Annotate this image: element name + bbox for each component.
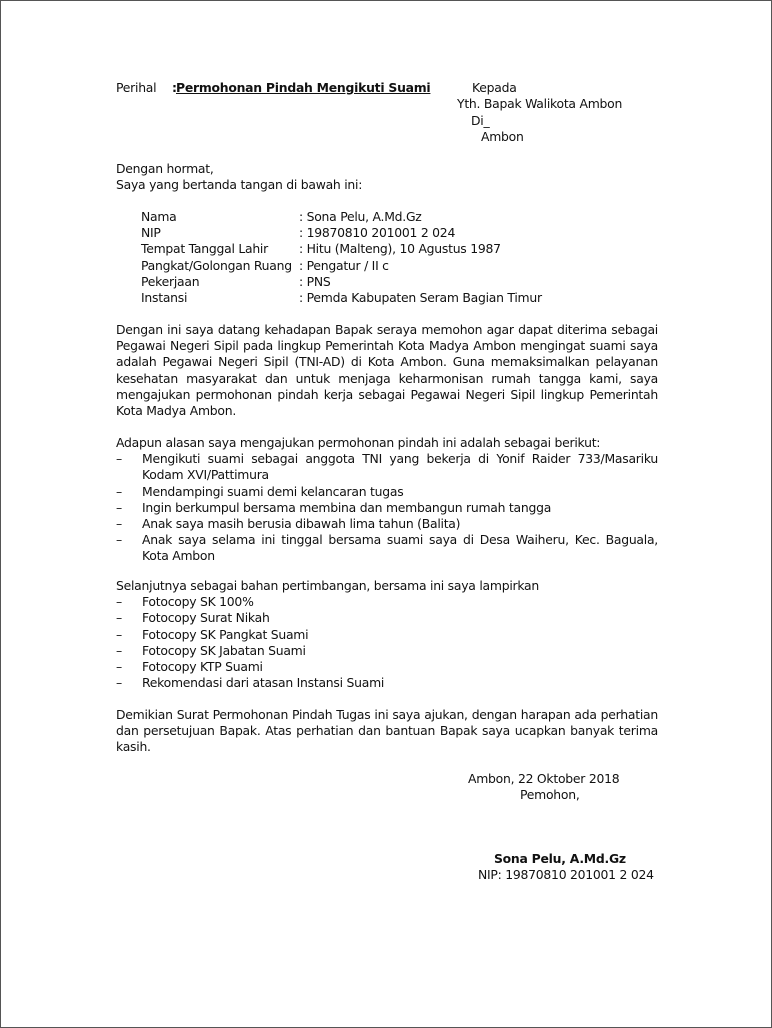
list-item [116, 516, 658, 532]
reasons-section [116, 435, 658, 565]
subject-label: Perihal [116, 80, 157, 95]
list-item [116, 627, 658, 643]
dash-bullet: – [116, 499, 122, 515]
list-item-text: Fotocopy KTP Suami [142, 659, 263, 675]
identity-value: : Hitu (Malteng), 10 Agustus 1987 [299, 241, 501, 257]
attachments-intro: Selanjutnya sebagai bahan pertimbangan, bersama ini saya lampirkan [116, 578, 540, 593]
dash-bullet: – [116, 483, 122, 499]
attachments-section [116, 578, 658, 691]
identity-label: NIP [141, 225, 161, 241]
list-item-text: Fotocopy SK Pangkat Suami [142, 626, 309, 642]
recipient-line-3: Di_ [471, 113, 490, 128]
list-item [116, 675, 658, 691]
list-item-text: Fotocopy SK 100% [142, 594, 254, 610]
list-item-text: Mendampingi suami demi kelancaran tugas [142, 483, 404, 499]
dash-bullet: – [116, 594, 122, 610]
dash-bullet: – [116, 532, 122, 548]
letter [116, 80, 658, 882]
list-item-text: Ingin berkumpul bersama membina dan membangun rumah tangga [142, 499, 552, 515]
closing-paragraph: Demikian Surat Permohonan Pindah Tugas ini saya ajukan, dengan harapan ada perhatian dan persetujuan Bapak. Atas perhatian dan bantuan Bapak saya ucapkan banyak terima kasih. [116, 707, 658, 755]
reasons-intro: Adapun alasan saya mengajukan permohonan pindah ini adalah sebagai berikut: [116, 435, 601, 450]
signature-nip: NIP: 19870810 201001 2 024 [478, 867, 654, 882]
list-item-text: Fotocopy SK Jabatan Suami [142, 642, 306, 658]
list-item [116, 451, 658, 483]
greeting-line-2: Saya yang bertanda tangan di bawah ini: [116, 177, 363, 193]
list-item-text: Fotocopy Surat Nikah [142, 610, 270, 626]
identity-label: Instansi [141, 289, 188, 305]
list-item-text: Anak saya masih berusia dibawah lima tahun (Balita) [142, 516, 461, 532]
identity-label: Tempat Tanggal Lahir [141, 241, 268, 257]
dash-bullet: – [116, 626, 122, 642]
recipient-line-2: Yth. Bapak Walikota Ambon [457, 96, 623, 111]
body-paragraph-1: Dengan ini saya datang kehadapan Bapak seraya memohon agar dapat diterima sebagai Pegawai Negeri Sipil pada lingkup Pemerintah Kota Madya Ambon mengingat suami saya adalah Pegawai Negeri Sipil (TNI-AD) di Kota Ambon. Guna memaksimalkan pelayanan kesehatan masyarakat dan untuk menjaga keharmonisan rumah tangga kami, saya mengajukan permohonan pindah kerja sebagai Pegawai Negeri Sipil lingkup Pemerintah Kota Madya Ambon. [116, 322, 658, 419]
identity-value: : Pengatur / II c [299, 257, 389, 273]
list-item [116, 659, 658, 675]
subject-value: Permohonan Pindah Mengikuti Suami [176, 80, 431, 95]
list-item [116, 484, 658, 500]
dash-bullet: – [116, 659, 122, 675]
list-item-text: Anak saya selama ini tinggal bersama suami saya di Desa Waiheru, Kec. Baguala, Kota Ambon [142, 532, 658, 564]
greeting-line-1: Dengan hormat, [116, 161, 214, 176]
dash-bullet: – [116, 451, 122, 467]
subject-line [116, 80, 658, 96]
signature-role: Pemohon, [520, 787, 580, 802]
dash-bullet: – [116, 675, 122, 691]
list-item [116, 594, 658, 610]
list-item [116, 532, 658, 564]
list-item [116, 643, 658, 659]
list-item-text: Mengikuti suami sebagai anggota TNI yang bekerja di Yonif Raider 733/Masariku Kodam XVI/Pattimura [142, 451, 658, 483]
identity-value: : Pemda Kabupaten Seram Bagian Timur [299, 289, 542, 305]
identity-value: : Sona Pelu, A.Md.Gz [299, 209, 422, 224]
recipient-line-4: Ambon [481, 129, 524, 144]
signature-name: Sona Pelu, A.Md.Gz [494, 851, 626, 866]
list-item [116, 500, 658, 516]
identity-label: Pangkat/Golongan Ruang [141, 257, 292, 273]
list-item [116, 610, 658, 626]
dash-bullet: – [116, 642, 122, 658]
dash-bullet: – [116, 610, 122, 626]
recipient-line-1: Kepada [472, 80, 517, 95]
signature-place-date: Ambon, 22 Oktober 2018 [468, 771, 620, 786]
greeting [116, 161, 658, 193]
identity-label: Pekerjaan [141, 273, 200, 289]
identity-value: : 19870810 201001 2 024 [299, 225, 456, 241]
identity-label: Nama [141, 209, 177, 224]
subject-colon: : [172, 80, 177, 95]
dash-bullet: – [116, 516, 122, 532]
list-item-text: Rekomendasi dari atasan Instansi Suami [142, 675, 385, 691]
identity-value: : PNS [299, 273, 331, 289]
